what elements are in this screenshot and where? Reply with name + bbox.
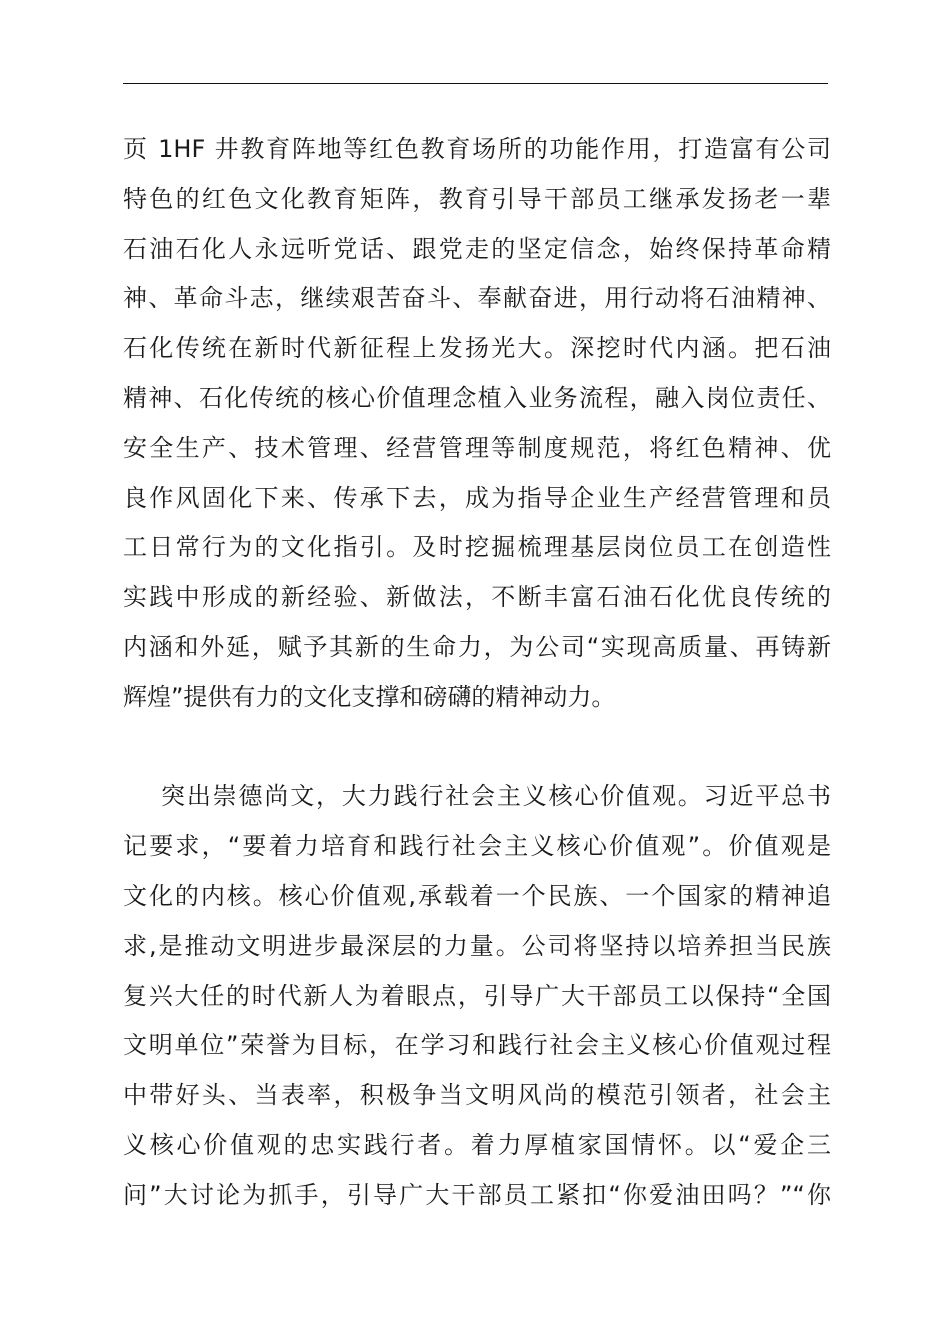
text-line: 神、革命斗志，继续艰苦奋斗、奉献奋进，用行动将石油精神、: [123, 284, 831, 313]
document-body: [123, 128, 831, 1224]
text-line: 特色的红色文化教育矩阵，教育引导干部员工继承发扬老一辈: [123, 184, 831, 213]
text-line: 文明单位”荣誉为目标，在学习和践行社会主义核心价值观过程: [123, 1031, 831, 1060]
text-line: 义核心价值观的忠实践行者。着力厚植家国情怀。以“爱企三: [123, 1130, 831, 1159]
paragraph-2: [123, 775, 831, 1223]
text-line: 求,是推动文明进步最深层的力量。公司将坚持以培养担当民族: [123, 931, 831, 960]
text-line: 石化传统在新时代新征程上发扬光大。深挖时代内涵。把石油: [123, 334, 831, 363]
text-line: 中带好头、当表率，积极争当文明风尚的模范引领者，社会主: [123, 1081, 831, 1110]
text-line: 安全生产、技术管理、经营管理等制度规范，将红色精神、优: [123, 433, 831, 462]
text-line: 内涵和外延，赋予其新的生命力，为公司“实现高质量、再铸新: [123, 632, 831, 661]
text-line: 复兴大任的时代新人为着眼点，引导广大干部员工以保持“全国: [123, 981, 831, 1010]
text-line: 问”大讨论为抓手，引导广大干部员工紧扣“你爱油田吗？”“你: [123, 1180, 831, 1209]
text-line: 页 1HF 井教育阵地等红色教育场所的功能作用，打造富有公司: [123, 135, 831, 163]
paragraph-1: [123, 128, 831, 726]
text-line: 实践中形成的新经验、新做法，不断丰富石油石化优良传统的: [123, 583, 831, 612]
paragraph-spacer: [123, 726, 831, 776]
text-line: 精神、石化传统的核心价值理念植入业务流程，融入岗位责任、: [123, 383, 831, 412]
text-line: 良作风固化下来、传承下去，成为指导企业生产经营管理和员: [123, 483, 831, 512]
text-line: 石油石化人永远听党话、跟党走的坚定信念，始终保持革命精: [123, 234, 831, 263]
text-line: 记要求，“要着力培育和践行社会主义核心价值观”。价值观是: [123, 832, 831, 861]
text-line-first: 突出崇德尚文，大力践行社会主义核心价值观。习近平总书: [161, 782, 831, 811]
text-line: 工日常行为的文化指引。及时挖掘梳理基层岗位员工在创造性: [123, 533, 831, 562]
text-line-last: 辉煌”提供有力的文化支撑和磅礴的精神动力。: [123, 682, 616, 711]
text-line: 文化的内核。核心价值观,承载着一个民族、一个国家的精神追: [123, 881, 831, 910]
header-rule: [123, 83, 828, 84]
